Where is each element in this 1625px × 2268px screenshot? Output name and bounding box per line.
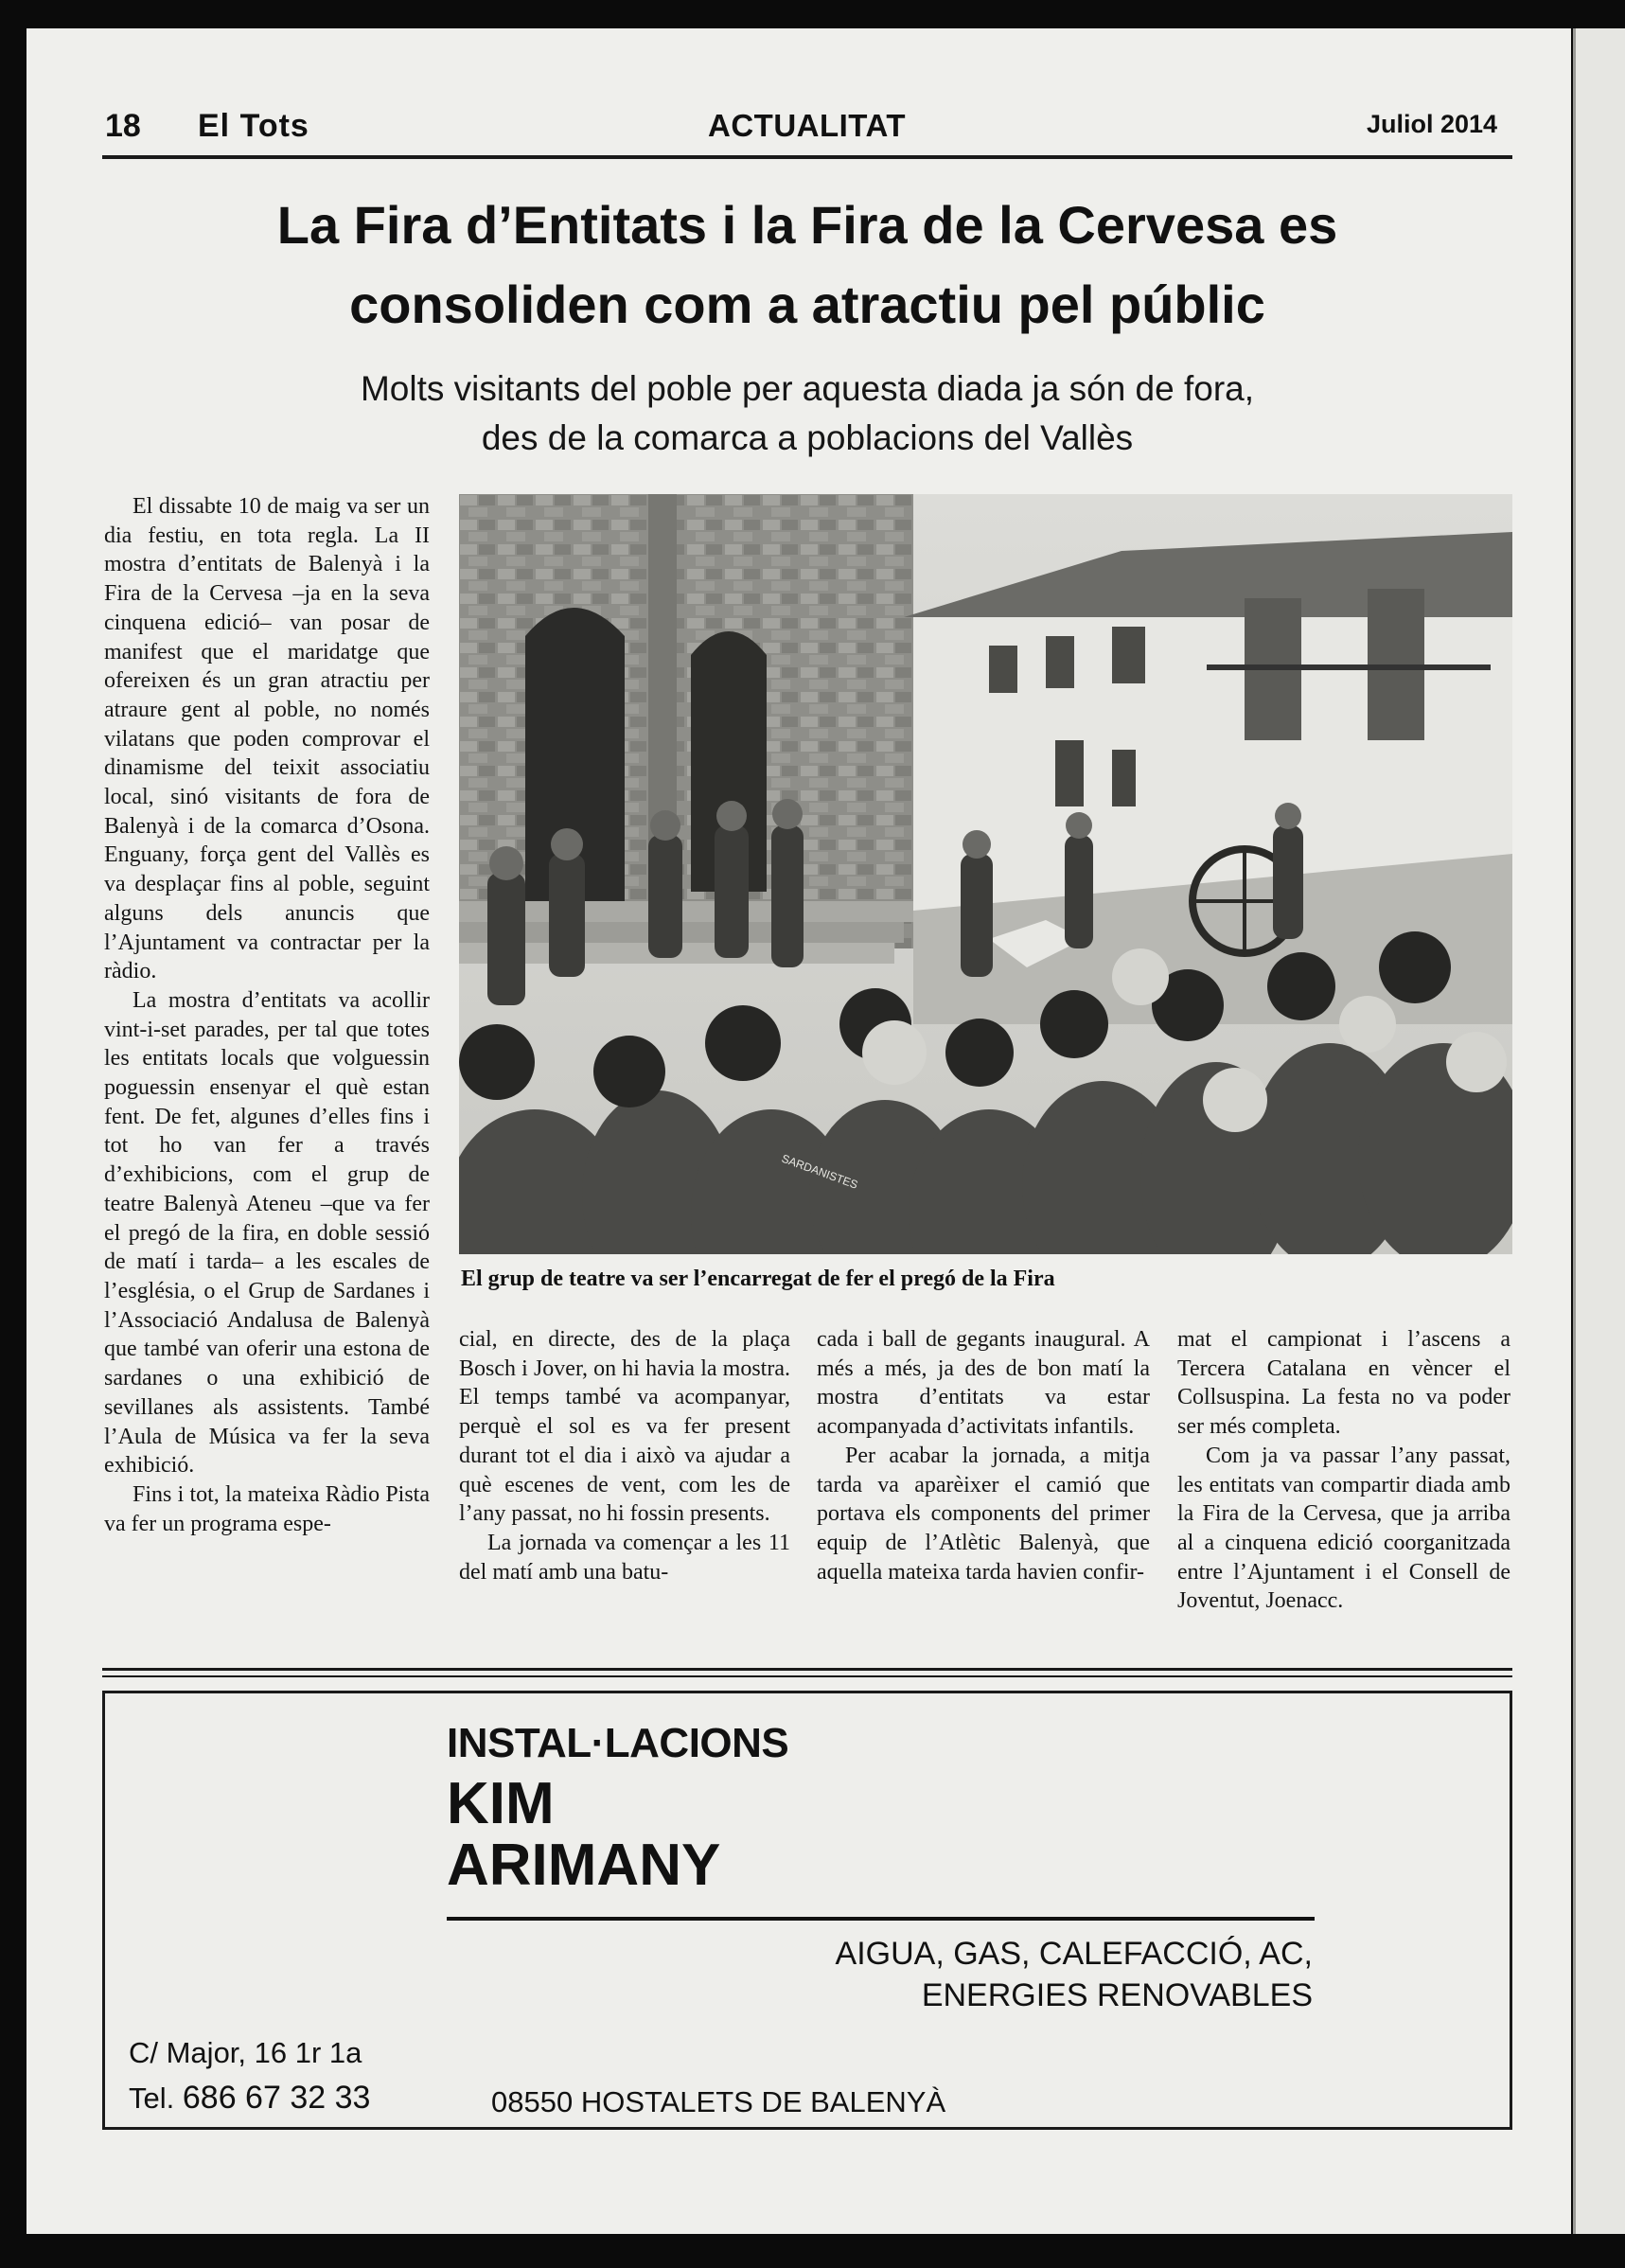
ad-divider — [447, 1917, 1315, 1921]
ad-company-line-2: KIM — [447, 1771, 555, 1836]
ad-company-line-3: ARIMANY — [447, 1833, 721, 1898]
ad-services-line-1: AIGUA, GAS, CALEFACCIÓ, AC, — [835, 1936, 1313, 1972]
article-column-1 — [104, 492, 430, 1538]
article-paragraph: Fins i tot, la mateixa Ràdio Pista va fer un programa espe- — [104, 1481, 430, 1536]
article-paragraph: cial, en directe, des de la plaça Bosch i Jover, on hi havia la mostra. El temps també va acompanyar, perquè el sol es va fer present durant tot el dia i això va ajudar a què escenes de vent, com les de l’any passat, no hi fossin presents. — [459, 1327, 790, 1527]
article-column-4 — [1177, 1325, 1510, 1616]
article-paragraph: La jornada va començar a les 11 del matí amb una batu- — [459, 1530, 790, 1585]
festival-crowd-photo — [459, 494, 1512, 1254]
ad-telephone — [129, 2080, 370, 2117]
subhead-line-1: Molts visitants del poble per aquesta diada ja són de fora, — [360, 369, 1255, 408]
publication-name: El Tots — [198, 108, 309, 144]
ad-company-line-1: INSTAL·LACIONS — [447, 1720, 789, 1766]
shirt-print-text: SARDANISTES — [779, 1151, 860, 1192]
article-column-3 — [817, 1325, 1150, 1586]
page-number: 18 — [105, 108, 141, 144]
article-paragraph: cada i ball de gegants inaugural. A més a més, ja des de bon matí la mostra d’entitats va estar acompanyada d’activitats infantils. — [817, 1327, 1150, 1440]
headline-line-1: La Fira d’Entitats i la Fira de la Cervesa es — [276, 195, 1338, 255]
ad-tel-label: Tel. — [129, 2082, 175, 2115]
article-paragraph: Com ja va passar l’any passat, les entitats van compartir diada amb la Fira de la Cervesa, que ja arriba al a cinquena edició coorganitzada entre l’Ajuntament i el Consell de Joventut, Joenacc. — [1177, 1443, 1510, 1614]
ad-services-line-2: ENERGIES RENOVABLES — [921, 1977, 1313, 2013]
article-column-2 — [459, 1325, 790, 1586]
article-paragraph: La mostra d’entitats va acollir vint-i-set parades, per tal que totes les entitats locals que volguessin poguessin ensenyar el què estan fent. De fet, algunes d’elles fins i tot ho van fer a través d’exhibicions, com el grup de teatre Balenyà Ateneu –que va fer el pregó de la fira, en doble sessió de matí i tarda– a les escales de l’església, o el Grup de Sardanes i l’Associació Andalusa de Balenyà que també van oferir una estona de sardanes o una exhibició de sevillanes als assistents. També l’Aula de Música va fer la seva exhibició. — [104, 987, 430, 1479]
ad-address: C/ Major, 16 1r 1a — [129, 2036, 362, 2069]
article-paragraph: El dissabte 10 de maig va ser un dia festiu, en tota regla. La II mostra d’entitats de Balenyà i la Fira de la Cervesa –ja en la seva cinquena edició– van posar de manifest que el maridatge que ofereixen és un gran atractiu per atraure gent al poble, no només vilatans que poden comprovar el dinamisme del teixit associatiu local, sinó visitants de fora de Balenyà i de la comarca d’Osona. Enguany, força gent del Vallès es va desplaçar fins al poble, seguint alguns dels anuncis que l’Ajuntament va contractar per la ràdio. — [104, 494, 430, 984]
subhead-line-2: des de la comarca a poblacions del Vallès — [481, 418, 1134, 457]
article-paragraph: mat el campionat i l’ascens a Tercera Catalana en vèncer el Collsuspina. La festa no va poder ser més completa. — [1177, 1327, 1510, 1440]
article-subhead — [102, 364, 1512, 463]
ad-separator-rule — [102, 1675, 1512, 1677]
article-paragraph: Per acabar la jornada, a mitja tarda va aparèixer el camió que portava els components del primer equip de l’Atlètic Balenyà, que aquella mateixa tarda havien confir- — [817, 1443, 1150, 1585]
header-rule — [102, 155, 1512, 159]
headline-line-2: consoliden com a atractiu pel públic — [349, 275, 1265, 334]
article-headline — [102, 186, 1512, 345]
ad-tel-number: 686 67 32 33 — [182, 2080, 371, 2116]
ad-town: 08550 HOSTALETS DE BALENYÀ — [491, 2085, 946, 2118]
photo-caption: El grup de teatre va ser l’encarregat de fer el pregó de la Fira — [461, 1267, 1055, 1291]
article-photo — [459, 494, 1512, 1254]
advertisement-box — [102, 1691, 1512, 2130]
facing-page-edge — [1573, 28, 1625, 2234]
section-title: ACTUALITAT — [708, 108, 907, 143]
ad-separator-rule — [102, 1668, 1512, 1671]
issue-date: Juliol 2014 — [1367, 110, 1498, 138]
